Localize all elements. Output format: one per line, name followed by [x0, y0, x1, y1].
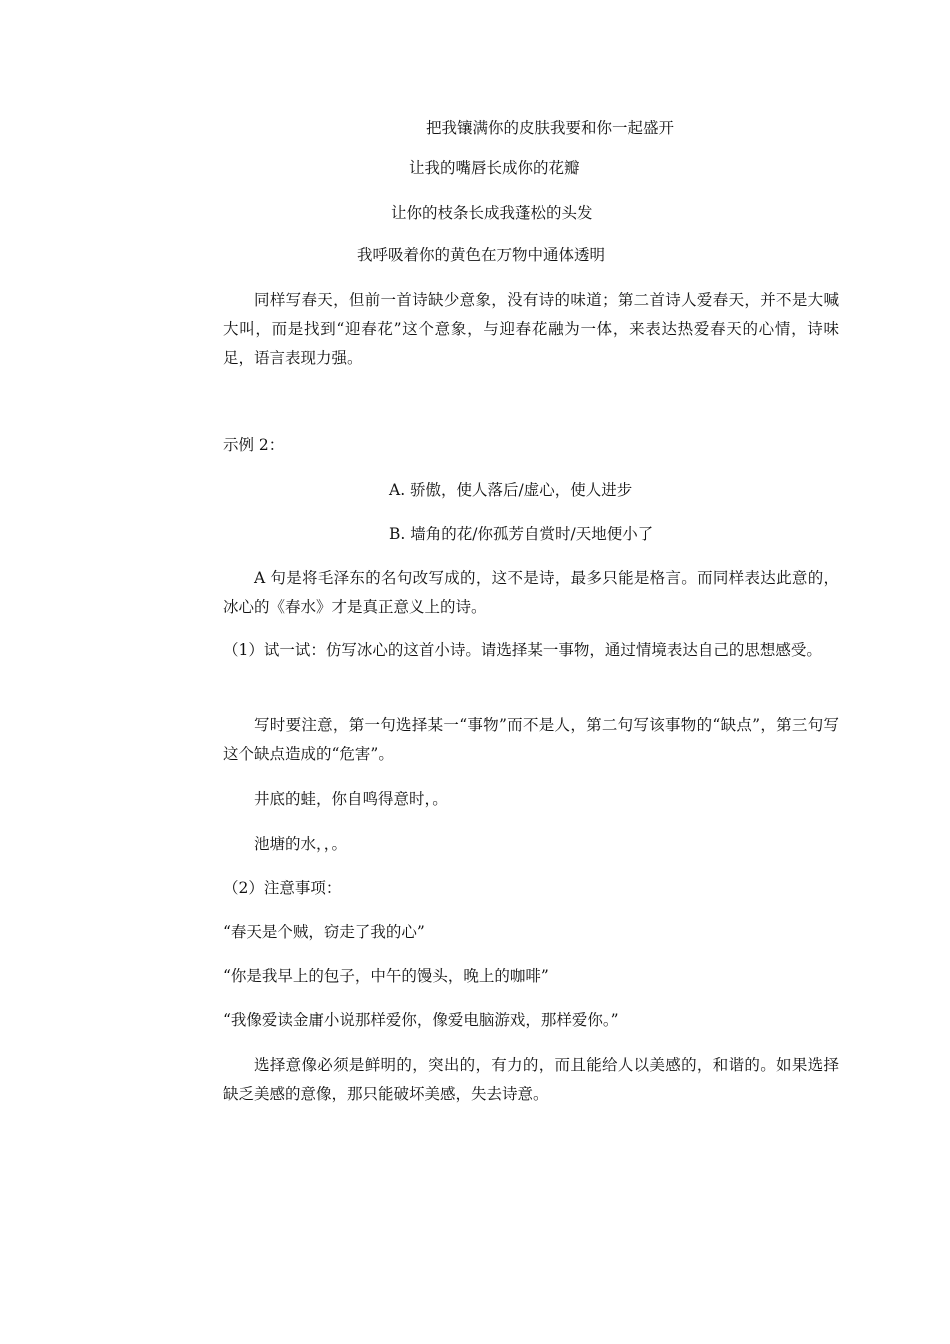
quote-3: “我像爱读金庸小说那样爱你，像爱电脑游戏，那样爱你。”	[223, 1011, 619, 1029]
poem-line-3: 让你的枝条长成我蓬松的头发	[391, 204, 593, 222]
analysis-paragraph-2: A 句是将毛泽东的名句改写成的，这不是诗，最多只能是格言。而同样表达此意的，冰心的《春水》才是真正意义上的诗。	[223, 569, 839, 616]
option-b: B. 墙角的花/你孤芳自赏时/天地便小了	[389, 525, 654, 543]
fill-line-2: 池塘的水，，。	[254, 835, 348, 853]
poem-line-2: 让我的嘴唇长成你的花瓣	[409, 159, 580, 177]
example-2-heading: 示例 2：	[223, 436, 285, 454]
task-1: （1）试一试：仿写冰心的这首小诗。请选择某一事物，通过情境表达自己的思想感受。	[223, 641, 822, 659]
poem-line-4: 我呼吸着你的黄色在万物中通体透明	[357, 246, 606, 264]
conclusion-paragraph: 选择意像必须是鲜明的，突出的，有力的，而且能给人以美感的，和谐的。如果选择缺乏美感的意像，那只能破坏美感，失去诗意。	[223, 1056, 839, 1103]
analysis-paragraph-1: 同样写春天，但前一首诗缺少意象，没有诗的味道；第二首诗人爱春天，并不是大喊大叫，而是找到“迎春花”这个意象，与迎春花融为一体，来表达热爱春天的心情，诗味足，语言表现力强。	[223, 291, 839, 367]
quote-1: “春天是个贼，窃走了我的心”	[223, 923, 425, 941]
quote-2: “你是我早上的包子，中午的馒头，晚上的咖啡”	[223, 967, 549, 985]
task-2: （2）注意事项：	[223, 879, 342, 897]
poem-line-1: 把我镶满你的皮肤我要和你一起盛开	[426, 119, 675, 137]
option-a: A. 骄傲，使人落后/虚心，使人进步	[389, 481, 633, 499]
task-1-note: 写时要注意，第一句选择某一“事物”而不是人，第二句写该事物的“缺点”，第三句写这个缺点造成的“危害”。	[223, 716, 839, 763]
fill-line-1: 井底的蛙，你自鸣得意时，。	[254, 790, 448, 808]
